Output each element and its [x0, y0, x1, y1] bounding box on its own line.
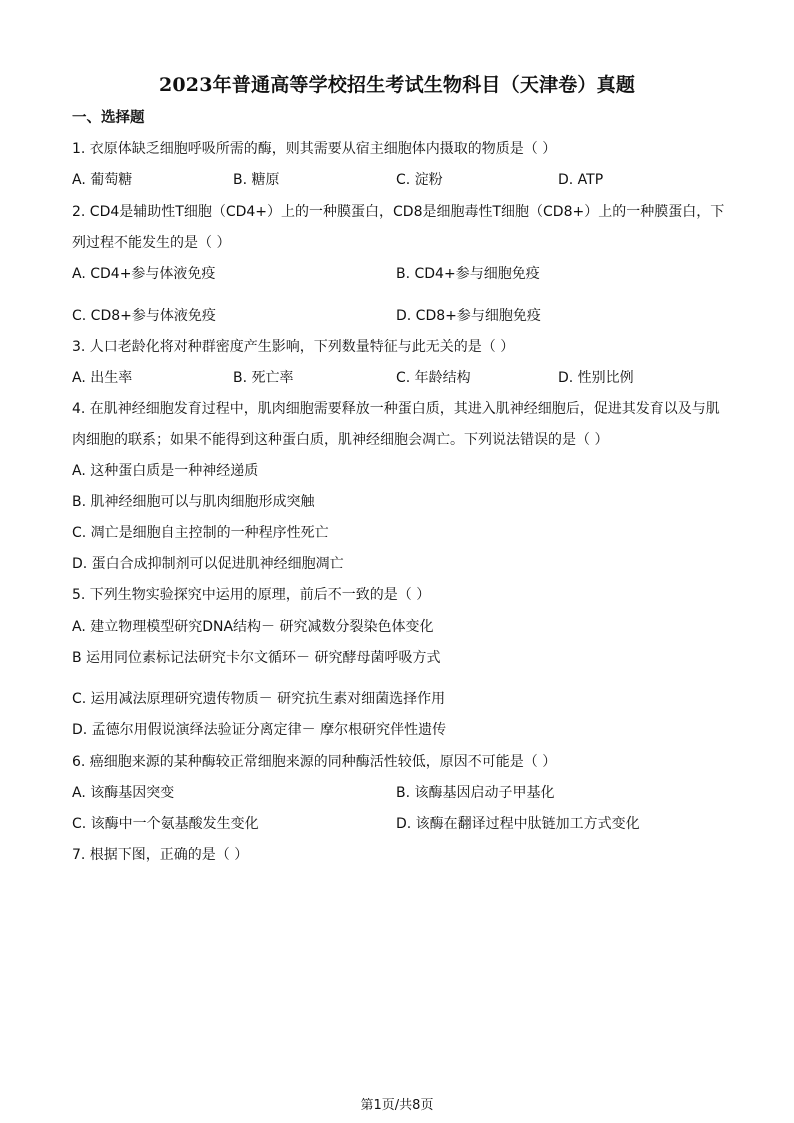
question-1-stem: 1. 衣原体缺乏细胞呼吸所需的酶，则其需要从宿主细胞体内摄取的物质是（ ） — [72, 141, 557, 157]
question-3-option-d: D. 性别比例 — [558, 370, 634, 386]
question-5-stem: 5. 下列生物实验探究中运用的原理，前后不一致的是（ ） — [72, 587, 431, 603]
question-2-option-b: B. CD4+参与细胞免疫 — [396, 266, 540, 282]
question-4-stem-line-1: 4. 在肌神经细胞发育过程中，肌肉细胞需要释放一种蛋白质，其进入肌神经细胞后，促进其发育以及与肌 — [72, 401, 720, 417]
question-6-option-a: A. 该酶基因突变 — [72, 785, 175, 801]
question-1-option-a: A. 葡萄糖 — [72, 172, 133, 188]
question-5-option-d: D. 孟德尔用假说演绎法验证分离定律－ 摩尔根研究伴性遗传 — [72, 722, 447, 738]
question-3-option-c: C. 年龄结构 — [396, 370, 471, 386]
question-2-option-a: A. CD4+参与体液免疫 — [72, 266, 216, 282]
question-1-option-c: C. 淀粉 — [396, 172, 443, 188]
page-title: 2023年普通高等学校招生考试生物科目（天津卷）真题 — [158, 74, 636, 96]
question-2-stem-line-1: 2. CD4是辅助性T细胞（CD4+）上的一种膜蛋白，CD8是细胞毒性T细胞（CD8+）上的一种膜蛋白，下 — [72, 204, 725, 220]
question-2-option-d: D. CD8+参与细胞免疫 — [396, 308, 541, 324]
question-2-stem-line-2: 列过程不能发生的是（ ） — [72, 235, 231, 251]
question-5-option-c: C. 运用减法原理研究遗传物质－ 研究抗生素对细菌选择作用 — [72, 691, 446, 707]
question-3-option-b: B. 死亡率 — [233, 370, 294, 386]
question-4-option-a: A. 这种蛋白质是一种神经递质 — [72, 463, 259, 479]
question-4-option-b: B. 肌神经细胞可以与肌肉细胞形成突触 — [72, 494, 315, 510]
question-4-option-d: D. 蛋白合成抑制剂可以促进肌神经细胞凋亡 — [72, 556, 344, 572]
section-heading: 一、选择题 — [72, 109, 145, 126]
question-2-option-c: C. CD8+参与体液免疫 — [72, 308, 216, 324]
question-4-option-c: C. 凋亡是细胞自主控制的一种程序性死亡 — [72, 525, 329, 541]
page-footer: 第1页/共8页 — [360, 1098, 434, 1113]
question-1-option-b: B. 糖原 — [233, 172, 280, 188]
question-3-stem: 3. 人口老龄化将对种群密度产生影响，下列数量特征与此无关的是（ ） — [72, 339, 515, 355]
question-1-option-d: D. ATP — [558, 172, 604, 188]
question-3-option-a: A. 出生率 — [72, 370, 133, 386]
question-5-option-b: B 运用同位素标记法研究卡尔文循环－ 研究酵母菌呼吸方式 — [72, 650, 441, 666]
question-6-option-c: C. 该酶中一个氨基酸发生变化 — [72, 816, 259, 832]
question-6-option-b: B. 该酶基因启动子甲基化 — [396, 785, 555, 801]
question-4-stem-line-2: 肉细胞的联系；如果不能得到这种蛋白质，肌神经细胞会凋亡。下列说法错误的是（ ） — [72, 432, 609, 448]
question-5-option-a: A. 建立物理模型研究DNA结构－ 研究减数分裂染色体变化 — [72, 619, 434, 635]
question-7-stem: 7. 根据下图，正确的是（ ） — [72, 847, 249, 863]
question-6-stem: 6. 癌细胞来源的某种酶较正常细胞来源的同种酶活性较低，原因不可能是（ ） — [72, 754, 557, 770]
question-6-option-d: D. 该酶在翻译过程中肽链加工方式变化 — [396, 816, 640, 832]
